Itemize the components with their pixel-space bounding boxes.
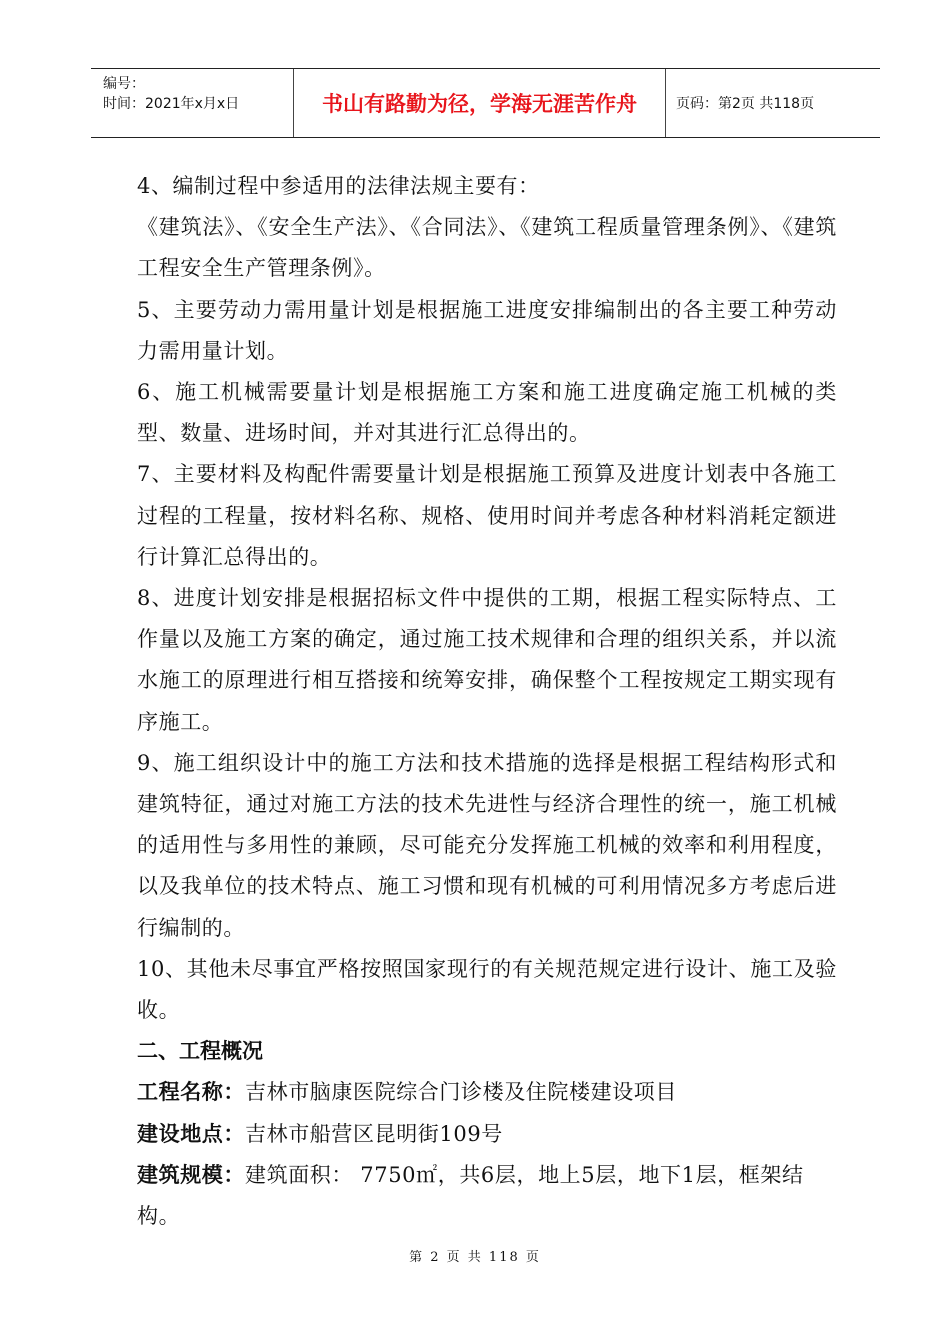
header-meta-cell	[91, 69, 294, 137]
document-body	[137, 166, 837, 1237]
project-scale-label: 建筑规模：	[137, 1162, 245, 1187]
project-scale-value: 建筑面积： 7750㎡，共6层，地上5层，地下1层，框架结构。	[137, 1162, 804, 1229]
paragraph-5: 5、主要劳动力需用量计划是根据施工进度安排编制出的各主要工种劳动力需用量计划。	[137, 297, 837, 363]
time-label: 时间：2021年x月x日	[103, 96, 240, 112]
number-label: 编号：	[103, 76, 145, 92]
section-heading: 二、工程概况	[137, 1039, 263, 1064]
paragraph-4: 4、编制过程中参适用的法律法规主要有：	[137, 174, 540, 198]
paragraph-8: 8、进度计划安排是根据招标文件中提供的工期，根据工程实际特点、工作量以及施工方案的确定，通过施工技术规律和合理的组织关系，并以流水施工的原理进行相互搭接和统筹安排，确保整个工程按规定工期实现有序施工。	[137, 586, 837, 734]
paragraph-10: 10、其他未尽事宜严格按照国家现行的有关规范规定进行设计、施工及验收。	[137, 956, 837, 1023]
project-location-label: 建设地点：	[137, 1121, 245, 1146]
project-location-value: 吉林市船营区昆明街109号	[245, 1121, 503, 1146]
header-motto: 书山有路勤为径，学海无涯苦作舟	[294, 69, 666, 137]
project-name-label: 工程名称：	[137, 1080, 245, 1105]
header-page-label: 页码：第2页 共118页	[676, 96, 815, 112]
project-name-row	[137, 1072, 837, 1113]
paragraph-laws: 《建筑法》、《安全生产法》、《合同法》、《建筑工程质量管理条例》、《建筑工程安全生产管理条例》。	[137, 215, 837, 281]
page-footer: 第 2 页 共 118 页	[409, 1250, 541, 1265]
paragraph-7: 7、主要材料及构配件需要量计划是根据施工预算及进度计划表中各施工过程的工程量，按材料名称、规格、使用时间并考虑各种材料消耗定额进行计算汇总得出的。	[137, 462, 837, 569]
paragraph-9: 9、施工组织设计中的施工方法和技术措施的选择是根据工程结构形式和建筑特征，通过对施工方法的技术先进性与经济合理性的统一，施工机械的适用性与多用性的兼顾，尽可能充分发挥施工机械的效率和利用程度，以及我单位的技术特点、施工习惯和现有机械的可利用情况多方考虑后进行编制的。	[137, 750, 837, 940]
page-header-table	[91, 68, 880, 138]
project-scale-row	[137, 1155, 837, 1237]
project-name-value: 吉林市脑康医院综合门诊楼及住院楼建设项目	[245, 1080, 677, 1105]
paragraph-6: 6、施工机械需要量计划是根据施工方案和施工进度确定施工机械的类型、数量、进场时间，并对其进行汇总得出的。	[137, 380, 837, 446]
project-location-row	[137, 1114, 837, 1155]
